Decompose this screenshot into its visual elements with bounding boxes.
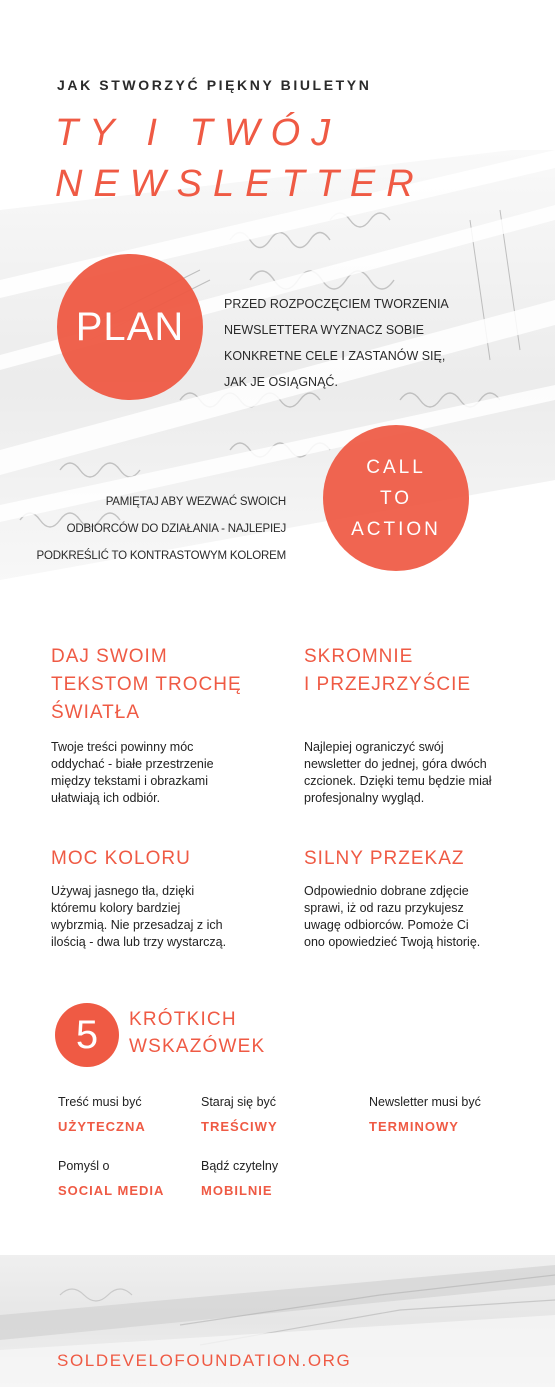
body-line: uwagę odbiorców. Pomoże Ci [304,918,469,932]
heading-line: TEKSTOM TROCHĘ [51,674,242,695]
body-line: Używaj jasnego tła, dzięki [51,884,195,898]
cta-circle-line: ACTION [351,518,441,540]
tips-count-circle [55,1003,119,1067]
tip-keyword: MOBILNIE [201,1183,273,1198]
tip-item [58,1094,146,1134]
tips-count: 5 [75,1012,99,1057]
tips-title-line: WSKAZÓWEK [129,1036,266,1057]
plan-line: PRZED ROZPOCZĘCIEM TWORZENIA [224,297,449,311]
plan-description [224,291,454,395]
heading-line: DAJ SWOIM [51,646,168,667]
plan-circle-label: PLAN [75,304,185,349]
page-title-line-1: TY I TWÓJ [55,112,342,154]
tip-keyword: UŻYTECZNA [58,1119,146,1134]
section-heading-simplicity [304,643,471,699]
body-line: sprawi, iż od razu przykujesz [304,901,464,915]
section-body-simplicity [304,739,544,807]
cta-line: PODKREŚLIĆ TO KONTRASTOWYM KOLOREM [36,550,286,562]
tip-prefix: Bądź czytelny [201,1159,279,1173]
tip-prefix: Staraj się być [201,1095,277,1109]
tips-title [129,1006,265,1060]
tip-keyword: SOCIAL MEDIA [58,1183,165,1198]
tip-item [369,1094,481,1134]
body-line: wybrzmią. Nie przesadzaj z ich [51,918,223,932]
plan-line: NEWSLETTERA WYZNACZ SOBIE [224,323,425,337]
cta-description [30,489,286,570]
body-line: profesjonalny wygląd. [304,791,425,805]
heading-line: I PRZEJRZYŚCIE [304,674,472,695]
section-body-message [304,883,544,951]
plan-line: KONKRETNE CELE I ZASTANÓW SIĘ, [224,349,446,363]
tips-title-line: KRÓTKICH [129,1009,237,1030]
heading-line: MOC KOLORU [51,848,191,869]
tip-prefix: Newsletter musi być [369,1095,481,1109]
section-heading-color [51,845,191,873]
section-heading-light [51,643,242,727]
section-body-color [51,883,281,951]
tip-prefix: Pomyśl o [58,1159,110,1173]
section-body-light [51,739,281,807]
section-heading-message [304,845,464,873]
tip-item [201,1158,278,1198]
body-line: oddychać - białe przestrzenie [51,757,214,771]
plan-circle [57,254,203,400]
call-to-action-circle [323,425,469,571]
cta-line: PAMIĘTAJ ABY WEZWAĆ SWOICH [105,496,286,508]
tip-prefix: Treść musi być [58,1095,142,1109]
body-line: czcionek. Dzięki temu będzie miał [304,774,492,788]
cta-circle-line: CALL [366,456,426,478]
cta-line: ODBIORCÓW DO DZIAŁANIA - NAJLEPIEJ [66,523,286,535]
body-line: ilością - dwa lub trzy wystarczą. [51,935,227,949]
body-line: między tekstami i obrazkami [51,774,208,788]
body-line: Najlepiej ograniczyć swój [304,740,444,754]
page-title-line-2: NEWSLETTER [55,163,425,205]
body-line: ułatwiają ich odbiór. [51,791,161,805]
tip-keyword: TREŚCIWY [201,1119,278,1134]
tip-item [58,1158,164,1198]
tip-keyword: TERMINOWY [369,1119,459,1134]
plan-line: JAK JE OSIĄGNĄĆ. [224,375,338,389]
cta-circle-line: TO [379,487,413,509]
body-line: ono opowiedzieć Twoją historię. [304,935,481,949]
heading-line: ŚWIATŁA [51,702,140,723]
body-line: któremu kolory bardziej [51,901,181,915]
heading-line: SKROMNIE [304,646,414,667]
body-line: Twoje treści powinny móc [51,740,194,754]
body-line: newsletter do jednej, góra dwóch [304,757,487,771]
eyebrow-heading: JAK STWORZYĆ PIĘKNY BIULETYN [57,77,372,93]
heading-line: SILNY PRZEKAZ [304,848,465,869]
body-line: Odpowiednio dobrane zdjęcie [304,884,469,898]
website-link[interactable]: SOLDEVELOFOUNDATION.ORG [57,1351,352,1370]
tip-item [201,1094,278,1134]
